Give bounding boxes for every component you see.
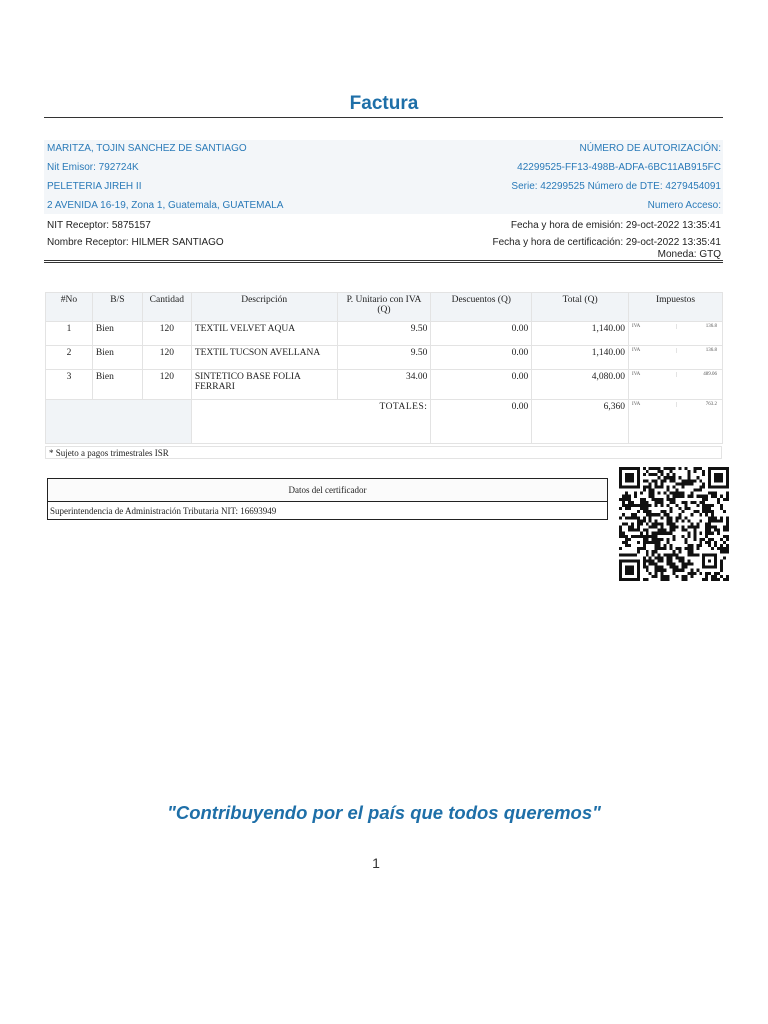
tax-name: IVA [632, 372, 641, 377]
tax-value: 136.8 [676, 324, 719, 329]
emission-date: Fecha y hora de emisión: 29-oct-2022 13:35:41 [510, 220, 721, 231]
tax-value: 136.8 [676, 348, 719, 353]
tax-value: 763.2 [676, 402, 719, 407]
totals-blank [46, 400, 192, 444]
tax-value: 489.06 [676, 372, 719, 377]
table-row [46, 370, 723, 400]
table-row [46, 322, 723, 346]
items-table [45, 292, 723, 444]
isr-note: * Sujeto a pagos trimestrales ISR [45, 446, 722, 459]
cell-unit-price: 34.00 [337, 370, 431, 400]
totals-total: 6,360 [532, 400, 629, 444]
slogan: "Contribuyendo por el país que todos queremos" [167, 802, 601, 823]
cell-discount: 0.00 [431, 346, 532, 370]
cell-description: TEXTIL VELVET AQUA [191, 322, 337, 346]
tax-name: IVA [632, 348, 641, 353]
invoice-title: Factura [349, 93, 419, 114]
emitter-name: MARITZA, TOJIN SANCHEZ DE SANTIAGO [47, 143, 247, 154]
title-divider [44, 117, 723, 118]
cell-no: 1 [46, 322, 93, 346]
receiver-nit: NIT Receptor: 5875157 [47, 220, 151, 231]
header-description: Descripción [191, 293, 337, 322]
cell-total: 1,140.00 [532, 346, 629, 370]
cell-unit-price: 9.50 [337, 322, 431, 346]
certifier-header: Datos del certificador [48, 479, 607, 502]
emitter-nit: Nit Emisor: 792724K [47, 162, 139, 173]
certification-date: Fecha y hora de certificación: 29-oct-2022 13:35:41 [492, 237, 721, 248]
header-bs: B/S [92, 293, 142, 322]
cell-discount: 0.00 [431, 322, 532, 346]
currency: Moneda: GTQ [657, 249, 721, 260]
cell-quantity: 120 [142, 322, 191, 346]
cell-total: 1,140.00 [532, 322, 629, 346]
table-header-row [46, 293, 723, 322]
emitter-address: 2 AVENIDA 16-19, Zona 1, Guatemala, GUATEMALA [47, 200, 284, 211]
table-row [46, 346, 723, 370]
page-number: 1 [372, 855, 380, 871]
emitter-business: PELETERIA JIREH II [47, 181, 142, 192]
totals-row [46, 400, 723, 444]
access-number: Numero Acceso: [647, 200, 721, 211]
cell-taxes [629, 322, 723, 346]
cell-unit-price: 9.50 [337, 346, 431, 370]
totals-label: TOTALES: [191, 400, 431, 444]
cell-bs: Bien [92, 370, 142, 400]
totals-taxes [629, 400, 723, 444]
cell-total: 4,080.00 [532, 370, 629, 400]
cell-taxes [629, 370, 723, 400]
cell-description: TEXTIL TUCSON AVELLANA [191, 346, 337, 370]
serie-dte: Serie: 42299525 Número de DTE: 4279454091 [511, 181, 721, 192]
cell-quantity: 120 [142, 346, 191, 370]
cell-no: 3 [46, 370, 93, 400]
tax-name: IVA [632, 324, 641, 329]
header-quantity: Cantidad [142, 293, 191, 322]
header-discounts: Descuentos (Q) [431, 293, 532, 322]
qr-code [619, 467, 729, 581]
certifier-box [47, 478, 608, 520]
certifier-body: Superintendencia de Administración Tributaria NIT: 16693949 [50, 506, 277, 516]
receiver-name: Nombre Receptor: HILMER SANTIAGO [47, 237, 224, 248]
tax-name: IVA [632, 402, 641, 407]
header-total: Total (Q) [532, 293, 629, 322]
authorization-number: 42299525-FF13-498B-ADFA-6BC11AB915FC [517, 162, 721, 173]
cell-no: 2 [46, 346, 93, 370]
cell-description: SINTETICO BASE FOLIA FERRARI [191, 370, 337, 400]
cell-taxes [629, 346, 723, 370]
cell-discount: 0.00 [431, 370, 532, 400]
cell-bs: Bien [92, 346, 142, 370]
cell-bs: Bien [92, 322, 142, 346]
totals-discount: 0.00 [431, 400, 532, 444]
header-no: #No [46, 293, 93, 322]
cell-quantity: 120 [142, 370, 191, 400]
header-unit-price: P. Unitario con IVA (Q) [337, 293, 431, 322]
header-double-rule [44, 260, 723, 263]
authorization-label: NÚMERO DE AUTORIZACIÓN: [579, 143, 721, 154]
header-taxes: Impuestos [629, 293, 723, 322]
